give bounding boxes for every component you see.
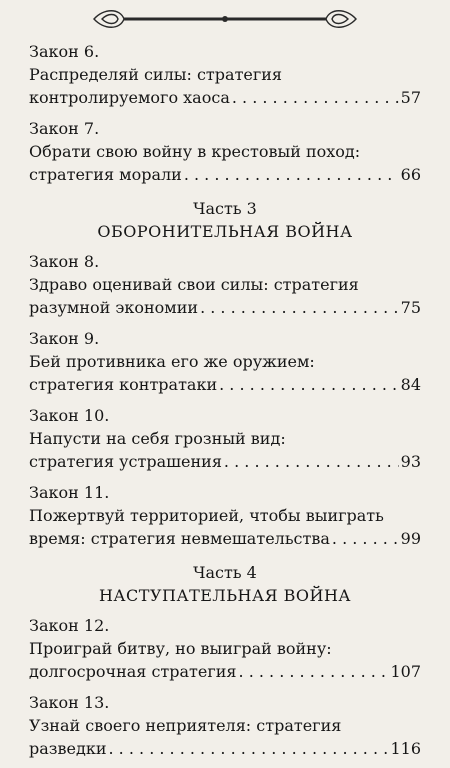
toc-entry — [29, 691, 421, 760]
law-number: Закон 6. — [29, 42, 100, 61]
entry-title-line: стратегия морали — [29, 165, 182, 184]
page-number: 66 — [400, 165, 421, 184]
page-number: 93 — [400, 452, 421, 471]
entry-title-line: Проиграй битву, но выиграй войну: — [29, 639, 332, 658]
dot-leader — [109, 737, 389, 760]
toc-entry — [29, 404, 421, 473]
entry-title-line: разведки — [29, 739, 107, 758]
page-number: 116 — [390, 739, 421, 758]
toc-entry — [29, 40, 421, 109]
entry-title-line: разумной экономии — [29, 298, 199, 317]
toc-entry — [29, 481, 421, 550]
toc-entry — [29, 614, 421, 683]
entry-title-line: Распределяй силы: стратегия — [29, 65, 283, 84]
part-label: Часть 3 — [193, 199, 257, 218]
law-number: Закон 11. — [29, 483, 110, 502]
law-number: Закон 9. — [29, 329, 100, 348]
part-heading — [29, 198, 421, 244]
entry-title-with-page — [29, 450, 421, 473]
entry-title-with-page — [29, 660, 421, 683]
entry-title-line: Напусти на себя грозный вид: — [29, 429, 286, 448]
law-number: Закон 13. — [29, 693, 110, 712]
entry-title-line: контролируемого хаоса — [29, 88, 230, 107]
page-number: 99 — [400, 529, 421, 548]
page-number: 107 — [390, 662, 421, 681]
page-number: 84 — [400, 375, 421, 394]
part-heading — [29, 562, 421, 608]
entry-title-with-page — [29, 737, 421, 760]
entry-title-line: Бей противника его же оружием: — [29, 352, 315, 371]
entry-title-with-page — [29, 163, 421, 186]
toc-entry — [29, 327, 421, 396]
part-title: ОБОРОНИТЕЛЬНАЯ ВОЙНА — [97, 222, 353, 241]
entry-title-with-page — [29, 527, 421, 550]
entry-title-line: стратегия устрашения — [29, 452, 222, 471]
dot-leader — [232, 86, 399, 109]
law-number: Закон 8. — [29, 252, 100, 271]
toc-entry — [29, 250, 421, 319]
entry-title-line: долгосрочная стратегия — [29, 662, 237, 681]
entry-title-with-page — [29, 373, 421, 396]
entry-title-line: Пожертвуй территорией, чтобы выиграть — [29, 506, 384, 525]
dot-leader — [219, 373, 399, 396]
entry-title-line: стратегия контратаки — [29, 375, 218, 394]
law-number: Закон 10. — [29, 406, 110, 425]
page-number: 75 — [400, 298, 421, 317]
entry-title-line: Здраво оценивай свои силы: стратегия — [29, 275, 359, 294]
entry-title-with-page — [29, 86, 421, 109]
entry-title-line: Узнай своего неприятеля: стратегия — [29, 716, 342, 735]
entry-title-line: время: стратегия невмешательства — [29, 529, 330, 548]
part-title: НАСТУПАТЕЛЬНАЯ ВОЙНА — [98, 586, 352, 605]
decorative-ornament-divider — [90, 6, 360, 32]
dot-leader — [184, 163, 399, 186]
dot-leader — [239, 660, 389, 683]
table-of-contents — [29, 40, 421, 768]
page-number: 57 — [400, 88, 421, 107]
entry-title-line: Обрати свою войну в крестовый поход: — [29, 142, 361, 161]
dot-leader — [332, 527, 399, 550]
law-number: Закон 7. — [29, 119, 100, 138]
dot-leader — [224, 450, 399, 473]
part-label: Часть 4 — [193, 563, 257, 582]
dot-leader — [200, 296, 399, 319]
law-number: Закон 12. — [29, 616, 110, 635]
entry-title-with-page — [29, 296, 421, 319]
toc-entry — [29, 117, 421, 186]
